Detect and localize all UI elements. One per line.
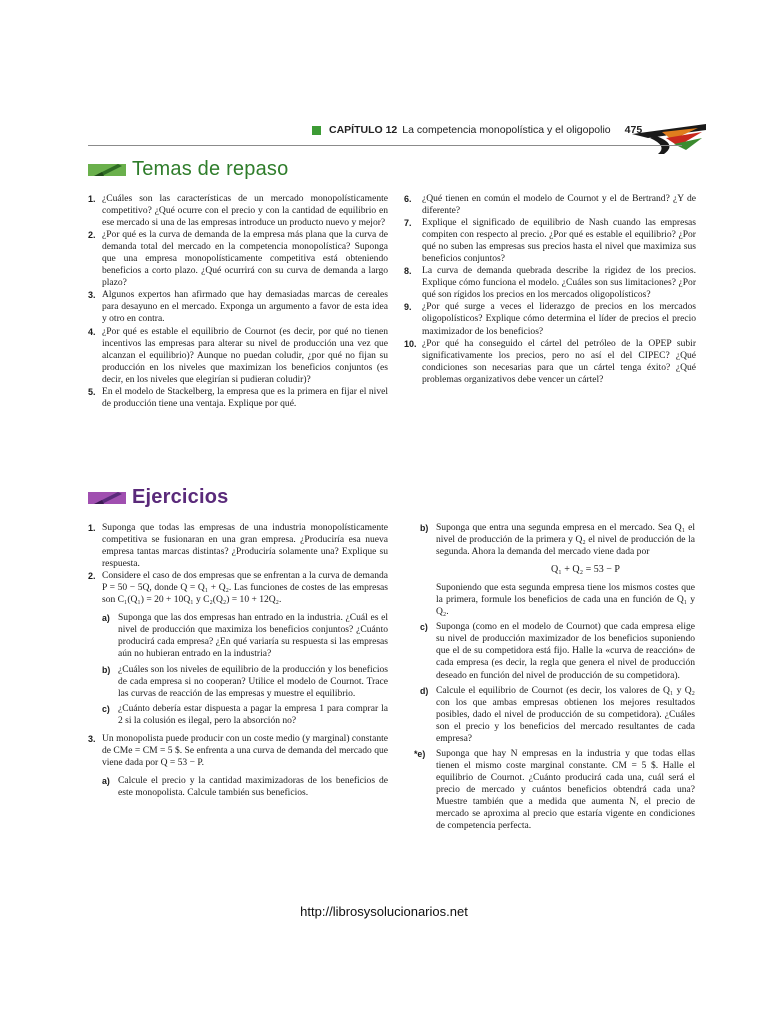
exercise-3e: *e) Suponga que hay N empresas en la industria y que todas ellas tienen el mismo coste marginal constante. CM = 5 $. Halle el equilibrio de Cournot. ¿Cuánto producirá cada una, cuál será el precio de mercado y cuántos beneficios obtendrá cada una? Muestre también que a medida que aumenta N, el precio de mercado se aproxima al precio que estaría vigente en condiciones de competencia perfecta. — [414, 747, 695, 832]
green-square-icon — [312, 126, 321, 135]
review-title: Temas de repaso — [132, 158, 289, 180]
review-question-10: 10. ¿Por qué ha conseguido el cártel del petróleo de la OPEP subir significativamente los precios, pero no así el del CIPEC? ¿Qué condiciones son necesarias para que un cártel tenga éxito? ¿Qué problemas organizativos debe vencer un cártel? — [404, 337, 696, 385]
exercises-right-column — [414, 522, 695, 832]
exercises-section-heading — [88, 486, 229, 509]
review-question-8: 8. La curva de demanda quebrada describe la rigidez de los precios. Explique cómo funciona el modelo. ¿Cuáles son sus limitaciones? ¿Por qué son rígidos los precios en los mercados oligopolísticos? — [404, 265, 696, 301]
exercise-2b: b) ¿Cuáles son los niveles de equilibrio de la producción y los beneficios de cada empresa si no cooperan? Utilice el modelo de Cournot. Trace las curvas de reacción de las empresas y muestre el equilibrio. — [102, 663, 388, 699]
chapter-title: La competencia monopolística y el oligopolio — [402, 124, 611, 136]
running-header — [312, 124, 642, 136]
exercise-3b: b) Suponga que entra una segunda empresa en el mercado. Sea Q₁ el nivel de producción de la primera y Q₂ el nivel de producción de la segunda. Ahora la demanda del mercado viene dada por Q₁ + Q₂ = 53 − P Suponiendo que esta segunda empresa tiene los mismos costes que la primera, formule los beneficios de cada una en función de Q₁ y Q₂. — [420, 522, 695, 618]
review-left-column — [88, 193, 388, 410]
review-right-column — [404, 193, 696, 386]
exercise-3c: c) Suponga (como en el modelo de Cournot) que cada empresa elige su nivel de producción maximizador de los beneficios suponiendo que el de su competidora está fijo. Halle la «curva de reacción» de cada empresa (es decir, la regla que genera el nivel de producción deseado en función del nivel de producción de su competidora). — [420, 621, 695, 681]
exercise-1: 1. Suponga que todas las empresas de una industria monopolísticamente competitiva se fusionaran en una gran empresa. ¿Produciría esa nueva empresa tantas marcas distintas? ¿Produciría solamente una? Explique su respuesta. — [88, 522, 388, 570]
review-question-5: 5. En el modelo de Stackelberg, la empresa que es la primera en fijar el nivel de producción tiene una ventaja. Explique por qué. — [88, 385, 388, 409]
review-question-9: 9. ¿Por qué surge a veces el liderazgo de precios en los mercados oligopolísticos? Explique cómo determina el líder de precios el precio maximizador de los beneficios? — [404, 301, 696, 337]
chapter-tab-graphic-icon — [628, 120, 708, 156]
exercise-3b-continued: Suponiendo que esta segunda empresa tiene los mismos costes que la primera, formule los beneficios de cada una en función de Q₁ y Q₂. — [436, 582, 695, 618]
exercise-3: 3. Un monopolista puede producir con un coste medio (y marginal) constante de CMe = CM = 5 $. Se enfrenta a una curva de demanda del mercado que viene dada por Q = 53 − P. a) Calcule el precio y la cantidad maximizadoras de los beneficios de este monopolista. Calcule también sus beneficios. — [88, 732, 388, 798]
review-question-4: 4. ¿Por qué es estable el equilibrio de Cournot (es decir, por qué no tienen incentivos las empresas para alterar su nivel de producción una vez que alcanzan el equilibrio)? Aunque no puedan coludir, ¿por qué no fijan su producción en los niveles que maximizan los beneficios conjuntos (es decir, en los niveles que elegirían si pudieran coludir)? — [88, 325, 388, 385]
review-question-2: 2. ¿Por qué es la curva de demanda de la empresa más plana que la curva de demanda total del mercado en la competencia monopolística? Suponga que una empresa monopolísticamente competitiva está obteniendo beneficios a corto plazo. ¿Qué ocurrirá con su curva de demanda a largo plazo? — [88, 229, 388, 289]
purple-pencil-tab-icon — [88, 489, 126, 506]
review-question-6: 6. ¿Qué tienen en común el modelo de Cournot y el de Bertrand? ¿Y de diferente? — [404, 193, 696, 217]
exercise-2a: a) Suponga que las dos empresas han entrado en la industria. ¿Cuál es el nivel de producción que maximiza los beneficios conjuntos? ¿Cuánto producirá cada empresa? ¿En qué variaría su respuesta si las empresas aún no hubieran entrado en la industria? — [102, 612, 388, 660]
exercises-left-column — [88, 522, 388, 799]
exercise-3a: a) Calcule el precio y la cantidad maximizadoras de los beneficios de este monopolista. Calcule también sus beneficios. — [102, 774, 388, 798]
footer-url: http://librosysolucionarios.net — [300, 904, 468, 919]
exercises-title: Ejercicios — [132, 486, 229, 508]
review-section-heading — [88, 158, 288, 181]
exercise-2: 2. Considere el caso de dos empresas que se enfrentan a la curva de demanda P = 50 − 5Q, donde Q = Q₁ + Q₂. Las funciones de costes de las empresas son C₁(Q₁) = 20 + 10Q₁ y C₂(Q₂) = 10 + 12Q₂. a) Suponga que las dos empresas han entrado en la industria. ¿Cuál es el nivel de producción que maximiza los beneficios conjuntos? ¿Cuánto producirá cada empresa? ¿En qué variaría su respuesta si las empresas aún no hubieran entrado en la industria? b) ¿Cuáles son los niveles de equilibrio de la producción y los beneficios de cada empresa si no cooperan? Utilice el modelo de Cournot. Trace las curvas de reacción de las empresas y muestre el equilibrio. c) ¿Cuánto debería estar dispuesta a pagar la empresa 1 para comprar la 2 si la colusión es ilegal, pero la absorción no? — [88, 570, 388, 726]
review-question-1: 1. ¿Cuáles son las características de un mercado monopolísticamente competitivo? ¿Qué ocurre con el precio y con la cantidad de equilibrio en ese mercado si una de las empresas introduce un producto nuevo y mejor? — [88, 193, 388, 229]
exercise-2c: c) ¿Cuánto debería estar dispuesta a pagar la empresa 1 para comprar la 2 si la colusión es ilegal, pero la absorción no? — [102, 702, 388, 726]
review-question-7: 7. Explique el significado de equilibrio de Nash cuando las empresas compiten con respecto al precio. ¿Por qué es estable el equilibrio? ¿Por qué no suben las empresas sus precios hasta el nivel que maximiza sus beneficios conjuntos? — [404, 217, 696, 265]
chapter-label: CAPÍTULO 12 — [329, 124, 398, 136]
header-rule — [88, 145, 682, 146]
demand-formula: Q₁ + Q₂ = 53 − P — [551, 564, 620, 576]
review-question-3: 3. Algunos expertos han afirmado que hay demasiadas marcas de cereales para desayuno en el mercado. Exponga un argumento a favor de esta idea y otro en contra. — [88, 289, 388, 325]
exercise-3d: d) Calcule el equilibrio de Cournot (es decir, los valores de Q₁ y Q₂ con los que ambas empresas obtienen los mejores resultados posibles, dado el nivel de producción de su competidora). ¿Cuáles son el precio y los beneficios del mercado resultantes de cada empresa? — [420, 684, 695, 744]
green-pencil-tab-icon — [88, 161, 126, 178]
page-number: 475 — [624, 124, 643, 136]
